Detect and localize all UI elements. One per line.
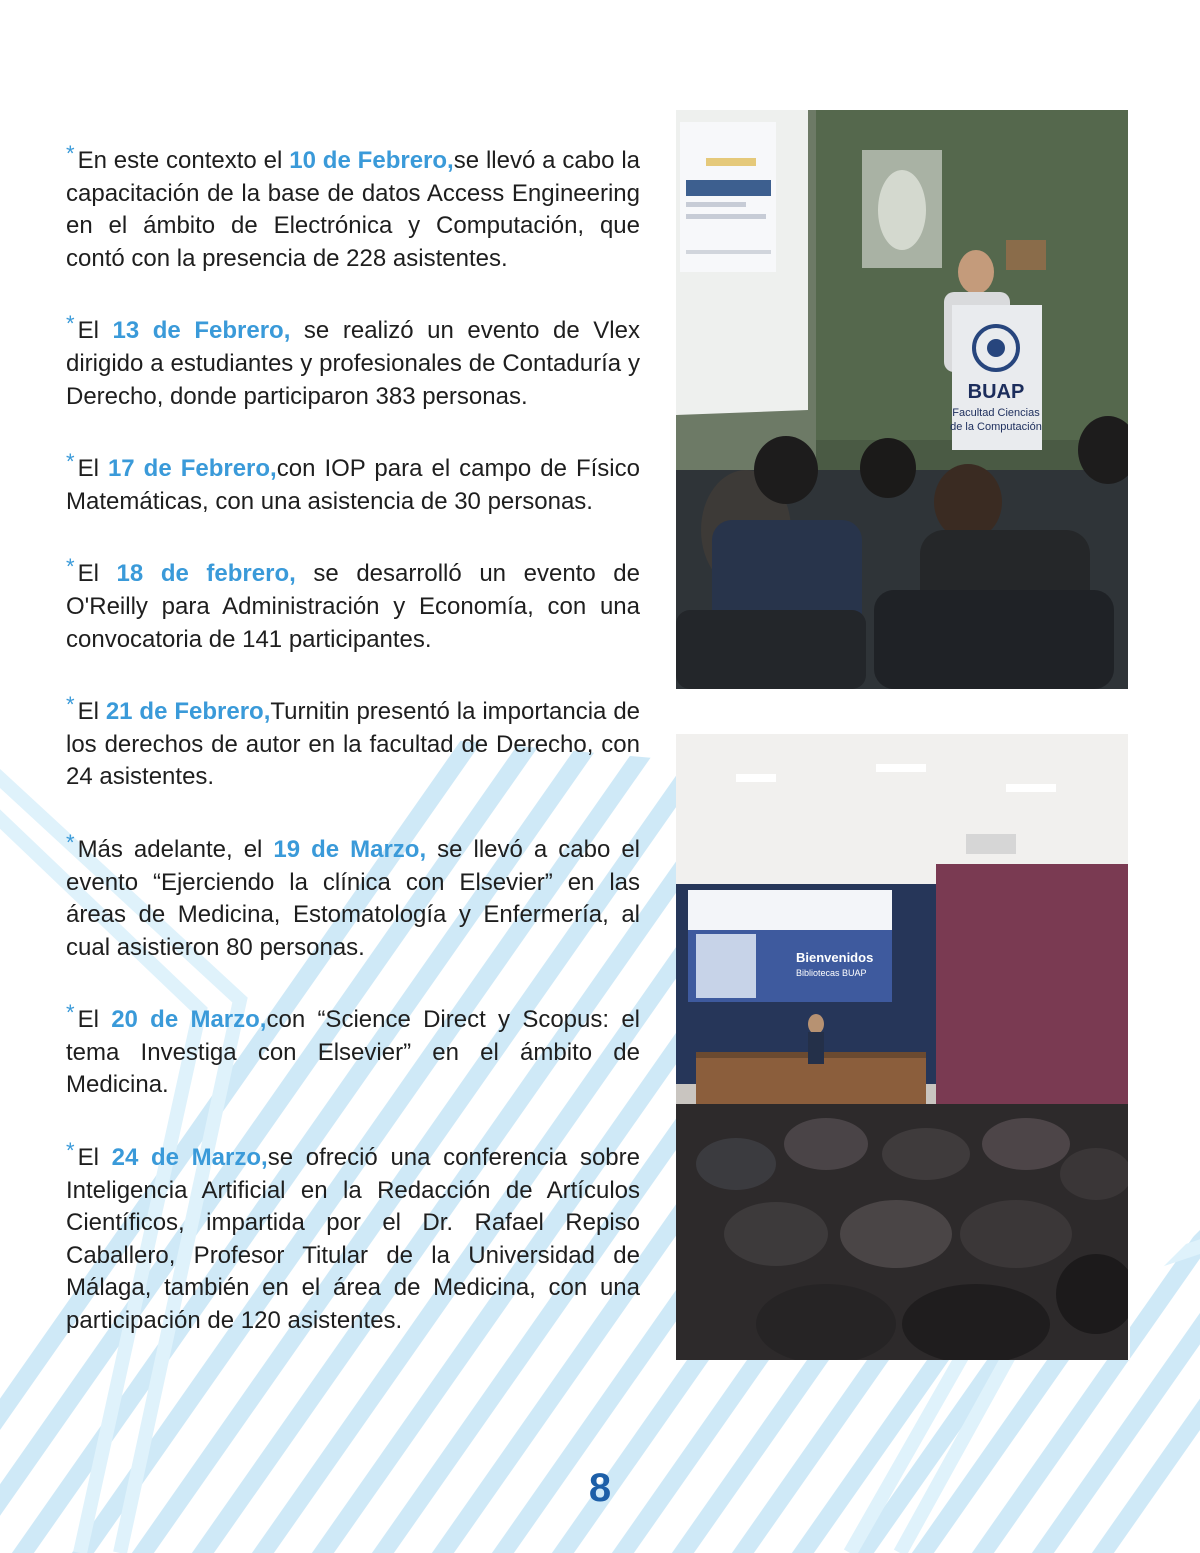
asterisk-bullet: * (66, 1138, 75, 1164)
podium-line-1: Facultad Ciencias (952, 407, 1040, 419)
event-paragraph: * Más adelante, el 19 de Marzo, se llevó a cabo el evento “Ejerciendo la clínica con Elsevier” en las áreas de Medicina, Estomatología y Enfermería, al cual asistieron 80 personas. (66, 829, 641, 961)
event-paragraph: * El 21 de Febrero,Turnitin presentó la importancia de los derechos de autor en la facultad de Derecho, con 24 asistentes. (66, 692, 641, 791)
asterisk-bullet: * (66, 829, 75, 855)
event-paragraph: * El 20 de Marzo,con “Science Direct y Scopus: el tema Investiga con Elsevier” en el ámbito de Medicina. (66, 1000, 641, 1099)
asterisk-bullet: * (66, 311, 75, 337)
event-paragraph: * El 24 de Marzo,se ofreció una conferencia sobre Inteligencia Artificial en la Redacción de Artículos Científicos, impartida por el Dr. Rafael Repiso Caballero, Profesor Titular de la Universidad de Málaga, también en el área de Medicina, con una participación de 120 asistentes. (66, 1138, 640, 1335)
event-paragraph: * El 13 de Febrero, se realizó un evento de Vlex dirigido a estudiantes y profesionales de Contaduría y Derecho, donde participaron 383 personas. (66, 311, 640, 410)
screen-subtitle: Bibliotecas BUAP (796, 968, 867, 978)
event-photo-podium (676, 110, 1128, 689)
podium-brand-text: BUAP (967, 381, 1025, 403)
asterisk-bullet: * (66, 692, 75, 718)
event-date: 13 de Febrero, (112, 317, 291, 345)
asterisk-bullet: * (66, 141, 75, 166)
event-date: 19 de Marzo, (273, 835, 427, 863)
event-paragraph: * El 18 de febrero, se desarrolló un evento de O'Reilly para Administración y Economía, con una convocatoria de 141 participantes. (66, 554, 640, 653)
event-date: 18 de febrero, (116, 560, 296, 588)
event-date: 17 de Febrero, (107, 455, 277, 483)
asterisk-bullet: * (66, 449, 75, 475)
podium-line-2: de la Computación (950, 421, 1042, 433)
event-date: 21 de Febrero, (105, 698, 271, 726)
event-photo-auditorium (676, 734, 1128, 1360)
event-date: 24 de Marzo, (111, 1144, 268, 1172)
page-number: 8 (588, 1466, 612, 1510)
event-date: 20 de Marzo, (111, 1006, 267, 1034)
event-date: 10 de Febrero, (289, 147, 454, 174)
asterisk-bullet: * (66, 1000, 75, 1026)
screen-title: Bienvenidos (796, 950, 874, 965)
asterisk-bullet: * (66, 554, 75, 580)
events-text-column (66, 138, 640, 1338)
event-paragraph: * El 17 de Febrero,con IOP para el campo de Físico Matemáticas, con una asistencia de 30 personas. (66, 449, 640, 515)
event-paragraph: * En este contexto el 10 de Febrero,se llevó a cabo la capacitación de la base de datos Access Engineering en el ámbito de Electrónica y Computación, que contó con la presencia de 228 asistentes. (66, 141, 641, 272)
